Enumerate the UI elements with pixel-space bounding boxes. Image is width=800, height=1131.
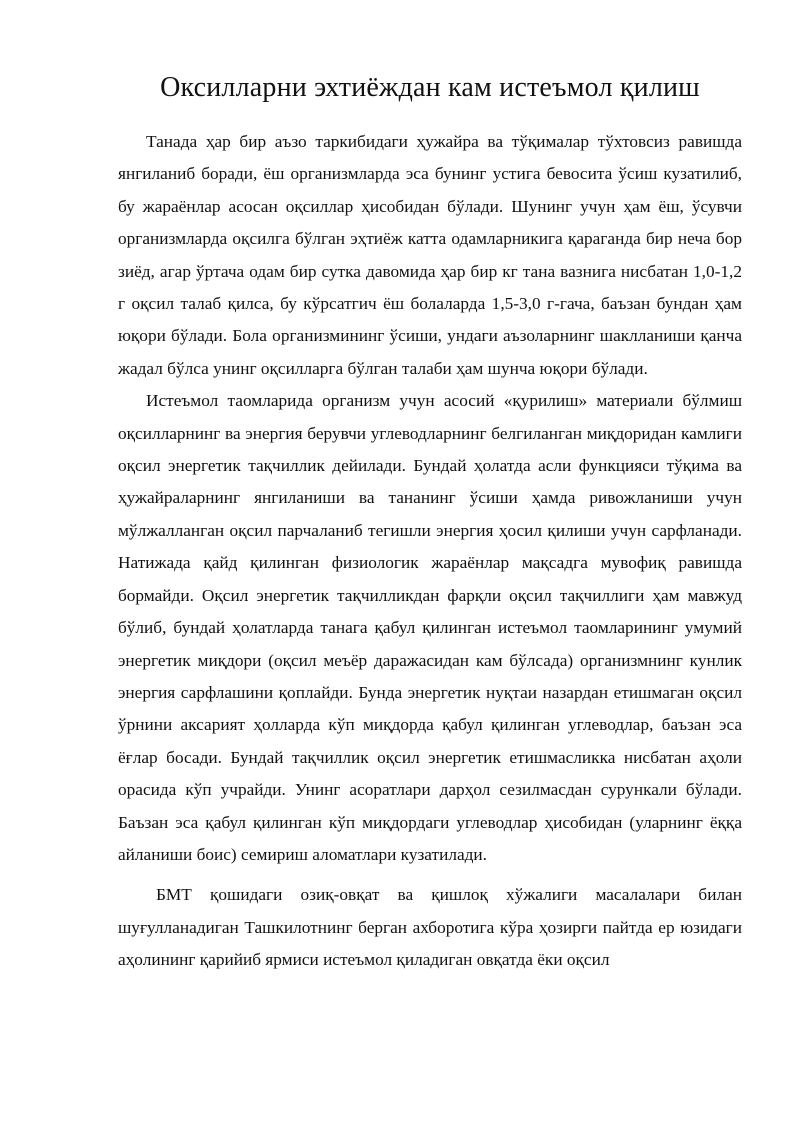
paragraph-1: Танада ҳар бир аъзо таркибидаги ҳужайра ва тўқималар тўхтовсиз равишда янгиланиб боради, ёш организмларда эса бунинг устига бевосита ўсиш кузатилиб, бу жараёнлар асосан оқсиллар ҳисобидан бўлади. Шунинг учун ҳам ёш, ўсувчи организмларда оқсилга бўлган эҳтиёж катта одамларникига қараганда бир неча бор зиёд, агар ўртача одам бир сутка давомида ҳар бир кг тана вазнига нисбатан 1,0-1,2 г оқсил талаб қилса, бу кўрсатгич ёш болаларда 1,5-3,0 г-гача, баъзан бундан ҳам юқори бўлади. Бола организмининг ўсиши, ундаги аъзоларнинг шаклланиши қанча жадал бўлса унинг оқсилларга бўлган талаби ҳам шунча юқори бўлади. (118, 132, 742, 378)
document-title: Оксилларни эхтиёждан кам истеъмол қилиш (160, 72, 700, 103)
paragraph-3: БМТ қошидаги озиқ-овқат ва қишлоқ хўжалиги масалалари билан шуғулланадиган Ташкилотнинг берган ахборотига кўра ҳозирги пайтда ер юзидаги аҳолининг қарийиб ярмиси истеъмол қиладиган овқатда ёки оқсил (118, 885, 742, 970)
paragraph-2: Истеъмол таомларида организм учун асосий «қурилиш» материали бўлмиш оқсилларнинг ва энергия берувчи углеводларнинг белгиланган миқдоридан камлиги оқсил энергетик тақчиллик дейилади. Бундай ҳолатда асли функцияси тўқима ва ҳужайраларнинг янгиланиши ва тананинг ўсиши ҳамда ривожланиши учун мўлжалланган оқсил парчаланиб тегишли энергия ҳосил қилиши учун сарфланади. Натижада қайд қилинган физиологик жараёнлар мақсадга мувофиқ равишда бормайди. Оқсил энергетик тақчилликдан фарқли оқсил тақчиллиги ҳам мавжуд бўлиб, бундай ҳолатларда танага қабул қилинган истеъмол таомларининг умумий энергетик миқдори (оқсил меъёр даражасидан кам бўлсада) организмнинг кунлик энергия сарфлашини қоплайди. Бунда энергетик нуқтаи назардан етишмаган оқсил ўрнини аксарият ҳолларда кўп миқдорда қабул қилинган углеводлар, баъзан эса ёғлар босади. Бундай тақчиллик оқсил энергетик етишмасликка нисбатан аҳоли орасида кўп учрайди. Унинг асоратлари дарҳол сезилмасдан сурункали бўлади. Баъзан эса қабул қилинган кўп миқдордаги углеводлар ҳисобидан (уларнинг ёққа айланиши боис) семириш аломатлари кузатилади. (118, 391, 742, 864)
